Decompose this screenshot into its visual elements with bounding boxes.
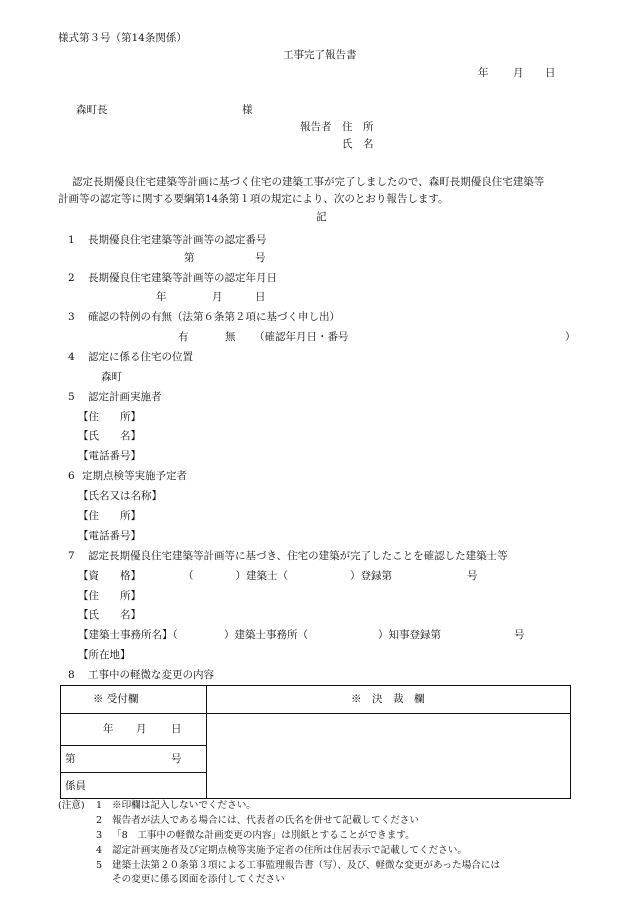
item-6-label: 定期点検等実施予定者: [82, 470, 187, 482]
reception-dai: 第: [65, 753, 76, 765]
item-2-number: 2: [68, 272, 75, 284]
intro-line-2: 計画等の認定等に関する要綱第14条第１項の規定により、次のとおり報告します。: [58, 193, 449, 205]
reception-staff-cell: [61, 773, 207, 799]
note-2-text: 報告者が法人である場合には、代表者の氏名を併せて記載してください: [112, 815, 419, 826]
item-8-label: 工事中の軽微な変更の内容: [88, 669, 214, 681]
item-7-qualification: 【資 格】: [78, 570, 141, 582]
item-7-office-name: 【建築士事務所名】（: [78, 629, 178, 641]
item-7-location: 【所在地】: [78, 649, 131, 661]
item-1-number: 1: [68, 234, 75, 246]
reception-date-month: 月: [136, 723, 147, 735]
item-7-name: 【氏 名】: [78, 609, 141, 621]
notes-label: (注意): [58, 800, 85, 811]
reception-header: ※ 受付欄: [93, 693, 139, 705]
reporter-address-label: 住 所: [342, 121, 374, 133]
item-2-day: 日: [255, 291, 266, 303]
item-5-phone: 【電話番号】: [78, 450, 141, 462]
date-month: 月: [513, 67, 524, 79]
item-6-name-or-title: 【氏名又は名称】: [78, 490, 162, 502]
note-4-number: 4: [96, 845, 103, 856]
note-5-number: 5: [96, 860, 103, 871]
reception-decision-table: [60, 685, 571, 799]
item-3-paren-open: （確認年月日・番号: [254, 331, 349, 343]
item-4-number: 4: [68, 351, 75, 363]
item-7-number: 7: [68, 550, 75, 562]
ki-heading: 記: [316, 211, 327, 223]
addressee-honorific: 様: [242, 104, 253, 116]
decision-header: ※ 決 裁 欄: [351, 693, 425, 705]
item-3-number: 3: [68, 311, 75, 323]
item-5-address: 【住 所】: [78, 411, 141, 423]
reporter-label: 報告者: [300, 121, 332, 133]
item-7-architect-grade: （ ）建築士（: [183, 570, 288, 582]
form-number: 様式第３号（第14条関係）: [58, 32, 187, 44]
item-1-label: 長期優良住宅建築等計画等の認定番号: [88, 234, 267, 246]
item-5-label: 認定計画実施者: [88, 391, 162, 403]
item-7-registration: ）登録第: [350, 570, 392, 582]
reception-date-year: 年: [103, 723, 114, 735]
date-year: 年: [478, 67, 489, 79]
decision-header-cell: [207, 686, 571, 714]
document-title: 工事完了報告書: [283, 49, 357, 61]
item-7-address: 【住 所】: [78, 590, 141, 602]
reception-number-cell: [61, 746, 207, 773]
item-5-name: 【氏 名】: [78, 430, 141, 442]
item-3-paren-close: ）: [565, 331, 576, 343]
note-2-number: 2: [96, 815, 103, 826]
reception-staff: 係員: [65, 780, 86, 792]
item-5-number: 5: [68, 391, 75, 403]
item-2-month: 月: [212, 291, 223, 303]
reporter-name-label: 氏 名: [342, 138, 374, 150]
item-3-label: 確認の特例の有無（法第６条第２項に基づく申し出）: [88, 311, 340, 323]
item-6-phone: 【電話番号】: [78, 530, 141, 542]
reception-header-cell: [61, 686, 207, 714]
note-1-number: 1: [96, 800, 103, 811]
item-6-address: 【住 所】: [78, 510, 141, 522]
item-8-number: 8: [68, 669, 75, 681]
item-4-town: 森町: [101, 371, 122, 383]
item-7-office-mid: ）建築士事務所（: [224, 629, 308, 641]
item-7-governor-registration: ）知事登録第: [378, 629, 441, 641]
note-1-text: ※印欄は記入しないでください。: [112, 800, 256, 811]
item-7-go-2: 号: [514, 629, 525, 641]
intro-line-1: 認定長期優良住宅建築等計画に基づく住宅の建築工事が完了しましたので、森町長期優良住宅建築等: [72, 176, 545, 188]
item-4-label: 認定に係る住宅の位置: [88, 351, 193, 363]
item-3-no: 無: [225, 331, 236, 343]
item-7-go-1: 号: [467, 570, 478, 582]
reception-date-cell: [61, 714, 207, 746]
item-2-year: 年: [156, 291, 167, 303]
item-2-label: 長期優良住宅建築等計画等の認定年月日: [88, 272, 277, 284]
addressee-town: 森町長: [76, 104, 108, 116]
reception-date-day: 日: [171, 723, 182, 735]
item-6-number: 6: [68, 470, 75, 482]
date-day: 日: [545, 67, 556, 79]
note-5-text: 建築士法第２０条第３項による工事監理報告書（写）、及び、軽微な変更があった場合には: [112, 860, 501, 871]
item-1-go: 号: [255, 252, 266, 264]
item-7-label: 認定長期優良住宅建築等計画等に基づき、住宅の建築が完了したことを確認した建築士等: [88, 550, 508, 562]
decision-cell: [207, 714, 571, 799]
note-3-number: 3: [96, 830, 103, 841]
note-3-text: 「8 工事中の軽微な計画変更の内容」は別紙とすることができます。: [112, 830, 415, 841]
item-1-dai: 第: [184, 252, 195, 264]
note-5-text-2: その変更に係る図面を添付してください: [112, 874, 285, 885]
reception-go: 号: [171, 753, 182, 765]
note-4-text: 認定計画実施者及び定期点検等実施予定者の住所は住居表示で記載してください。: [112, 845, 467, 856]
item-3-yes: 有: [178, 331, 189, 343]
